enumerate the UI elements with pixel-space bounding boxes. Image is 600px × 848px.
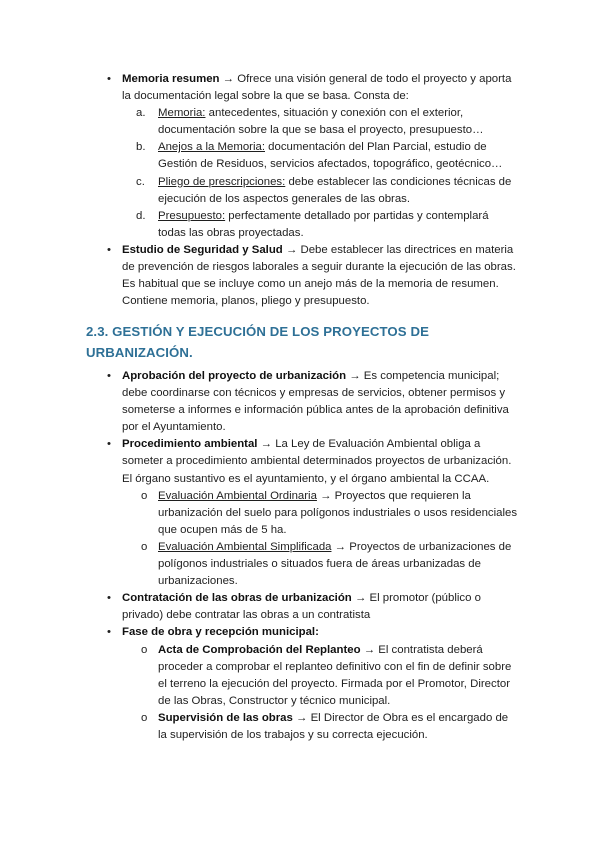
bullet-marker: • [107,370,111,382]
sub-list-marker: o [141,540,148,553]
item-text: documentación del Plan Parcial, estudio de Gestión de Residuos, servicios afectados, topográfico, geotécnico… [158,141,503,171]
arrow-icon: → [334,540,347,553]
contratacion-text: El promotor (público o privado) debe contratar las obras a un contratista [122,592,481,622]
item-label: Presupuesto: [158,209,226,222]
bullet-marker: • [107,438,111,451]
bullet-item [0,590,600,624]
bullet-item [0,71,600,105]
list-marker: c. [136,175,145,188]
item-label: Evaluación Ambiental Simplificada [158,540,332,553]
item-text: perfectamente detallado por partidas y contemplará todas las obras proyectadas. [158,209,489,239]
aprobacion-text: Es competencia municipal; debe coordinarse con técnicos y empresas de servicios, obtener permisos y someterse a informes e información pública antes de la aprobación definitiva por el Ayuntamiento. [122,370,509,434]
arrow-icon: → [296,711,308,724]
contratacion-title: Contratación de las obras de urbanización [122,592,352,605]
item-label: Evaluación Ambiental Ordinaria [158,489,317,502]
sub-list-item [0,710,600,744]
arrow-icon: → [260,438,273,451]
bullet-item [0,242,600,310]
list-marker: a. [136,107,146,120]
bullet-marker: • [107,592,111,605]
list-item-b [0,139,600,173]
item-text: El contratista deberá proceder a comprobar el replanteo definitivo con el fin de definir sobre el terreno la ejecución del proyecto. Firmada por el Promotor, Director de las Obras, Constructor y técnico municipal. [158,643,512,707]
sub-list-marker: o [141,711,148,724]
memoria-resumen-section [0,71,600,310]
seguridad-text: Debe establecer las directrices en materia de prevención de riesgos laborales a seguir durante la ejecución de las obras. Es habitual que se incluye como un anejo más de la memoria de resumen. Contiene memoria, planos, pliego y presupuesto. [122,243,516,308]
bullet-item [0,624,600,641]
item-label: Anejos a la Memoria: [158,141,265,154]
fase-title: Fase de obra y recepción municipal: [122,626,319,639]
item-text: El Director de Obra es el encargado de la supervisión de los trabajos y su correcta ejecución. [158,711,509,741]
bullet-marker: • [107,73,111,85]
list-item-a [0,105,600,139]
gestion-section [0,368,600,744]
ambiental-text: La Ley de Evaluación Ambiental obliga a someter a procedimiento ambiental determinados proyectos de urbanización. El órgano sustantivo es el ayuntamiento, y el órgano ambiental la CCAA. [122,438,512,485]
item-text: debe establecer las condiciones técnicas de ejecución de los aspectos generales de las obras. [158,175,512,205]
sub-list-marker: o [141,489,148,502]
section-heading: 2.3. GESTIÓN Y EJECUCIÓN DE LOS PROYECTOS DE URBANIZACIÓN. [86,324,429,360]
list-marker: d. [136,209,146,222]
sub-list-marker: o [141,643,148,656]
memoria-title: Memoria resumen [122,73,220,85]
item-text: antecedentes, situación y conexión con el exterior, documentación sobre la que se basa el proyecto, presupuesto… [158,107,484,137]
list-marker: b. [136,141,146,154]
bullet-item [0,368,600,436]
item-text: Proyectos de urbanizaciones de polígonos industriales o situados fuera de áreas urbanizadas de urbanizaciones. [158,540,512,588]
arrow-icon: → [222,73,235,85]
item-label: Supervisión de las obras [158,711,293,724]
seguridad-title: Estudio de Seguridad y Salud [122,243,283,256]
arrow-icon: → [285,243,298,256]
list-item-d [0,208,600,242]
item-label: Acta de Comprobación del Replanteo [158,643,361,656]
item-label: Pliego de prescripciones: [158,175,286,188]
sub-list-item [0,539,600,590]
bullet-marker: • [107,626,111,639]
aprobacion-title: Aprobación del proyecto de urbanización [122,370,347,382]
sub-list-item [0,488,600,539]
item-text: Proyectos que requieren la urbanización del suelo para polígonos industriales o usos residenciales que ocupen más de 5 ha. [158,489,518,536]
list-item-c [0,174,600,208]
bullet-item [0,436,600,487]
arrow-icon: → [320,489,332,502]
ambiental-title: Procedimiento ambiental [122,438,258,451]
arrow-icon: → [349,370,361,382]
item-label: Memoria: [158,107,206,120]
bullet-marker: • [107,243,111,256]
sub-list-item [0,642,600,710]
arrow-icon: → [354,592,367,605]
arrow-icon: → [363,643,376,656]
memoria-text: Ofrece una visión general de todo el proyecto y aporta la documentación legal sobre la que se basa. Consta de: [122,73,512,103]
